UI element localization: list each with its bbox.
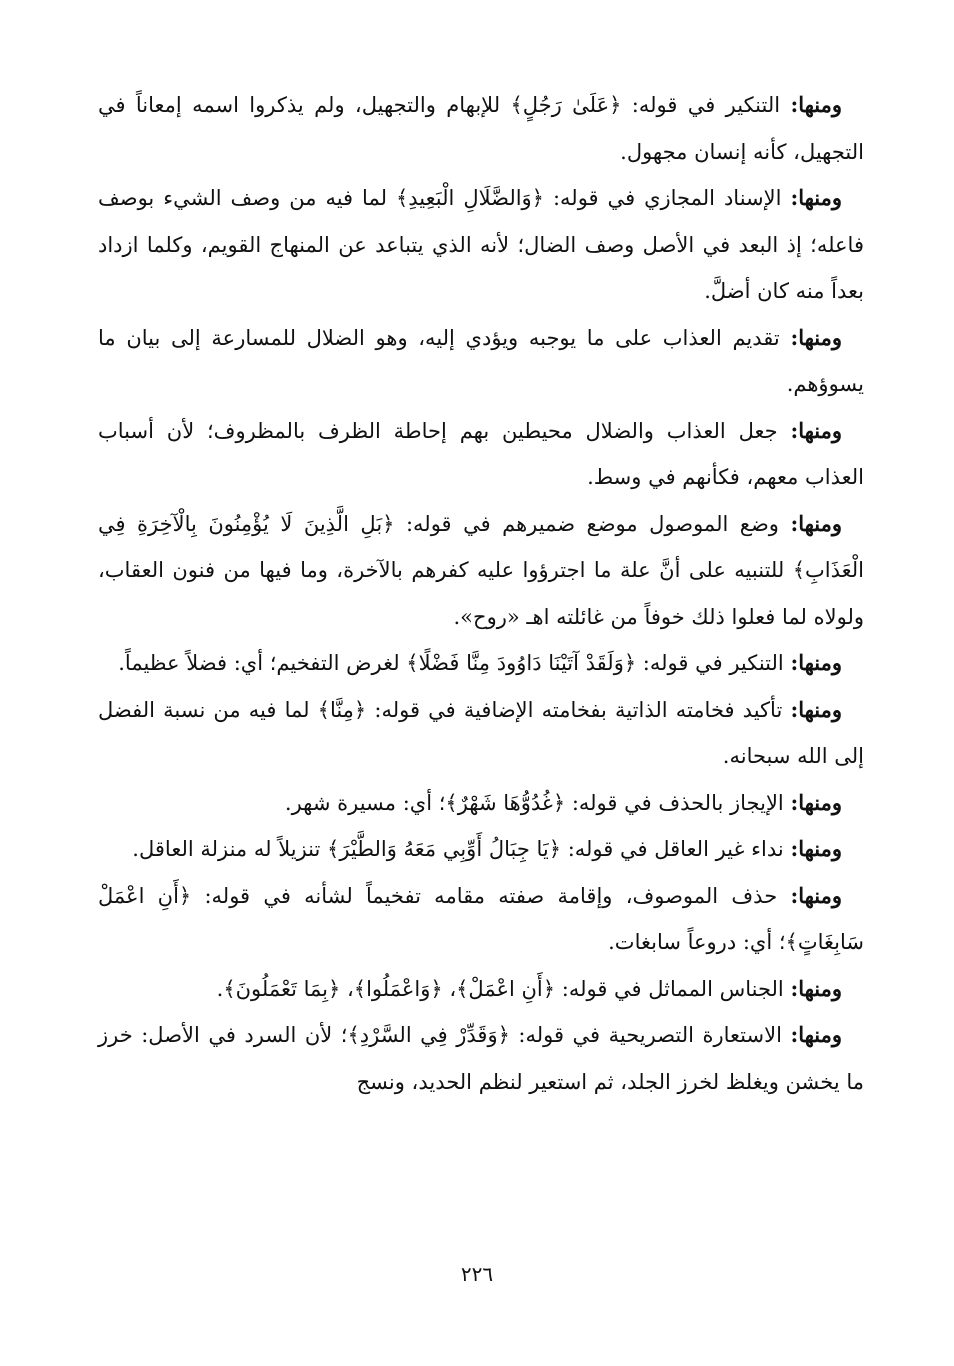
paragraph-lead: ومنها: (790, 324, 842, 350)
paragraph-text: الاستعارة التصريحية في قوله: ﴿وَقَدِّرْ فِي السَّرْدِ﴾؛ لأن السرد في الأصل: خرز ما يخشن ويغلظ لخرز الجلد، ثم استعير لنظم الحديد، ونسج (98, 1023, 864, 1094)
page-body (98, 82, 864, 1105)
paragraph-10 (98, 873, 864, 966)
paragraph-4 (98, 408, 864, 501)
paragraph-lead: ومنها: (790, 92, 842, 117)
paragraph-11 (98, 966, 864, 1013)
paragraph-text: تقديم العذاب على ما يوجبه ويؤدي إليه، وهو الضلال للمسارعة إلى بيان ما يسوؤهم. (98, 325, 864, 396)
paragraph-lead: ومنها: (790, 696, 842, 722)
paragraph-text: التنكير في قوله: ﴿وَلَقَدْ آتَيْنَا دَاوُودَ مِنَّا فَضْلًا﴾ لغرض التفخيم؛ أي: فضلاً عظيماً. (118, 651, 791, 675)
paragraph-text: التنكير في قوله: ﴿عَلَىٰ رَجُلٍ﴾ للإبهام والتجهيل، ولم يذكروا اسمه إمعاناً في التجهيل، كأنه إنسان مجهول. (98, 93, 864, 164)
paragraph-text: نداء غير العاقل في قوله: ﴿يَا جِبَالُ أَوِّبِي مَعَهُ وَالطَّيْرَ﴾ تنزيلاً له منزلة العاقل. (132, 837, 791, 861)
paragraph-1 (98, 82, 864, 175)
paragraph-lead: ومنها: (790, 650, 842, 675)
paragraph-lead: ومنها: (790, 1022, 842, 1047)
paragraph-3 (98, 315, 864, 408)
paragraph-text: جعل العذاب والضلال محيطين بهم إحاطة الظرف بالمظروف؛ لأن أسباب العذاب معهم، فكأنهم في وسط. (98, 418, 864, 489)
paragraph-6 (98, 640, 864, 687)
paragraph-5 (98, 501, 864, 641)
paragraph-text: تأكيد فخامته الذاتية بفخامته الإضافية في قوله: ﴿مِنَّا﴾ لما فيه من نسبة الفضل إلى الله سبحانه. (98, 697, 864, 768)
paragraph-lead: ومنها: (790, 510, 842, 536)
paragraph-8 (98, 780, 864, 827)
paragraph-text: الإيجاز بالحذف في قوله: ﴿غُدُوُّهَا شَهْرٌ﴾؛ أي: مسيرة شهر. (284, 790, 791, 815)
paragraph-9 (98, 826, 864, 873)
page-number: ٢٢٦ (460, 1262, 494, 1286)
paragraph-lead: ومنها: (790, 185, 842, 210)
paragraph-text: وضع الموصول موضع ضميرهم في قوله: ﴿بَلِ الَّذِينَ لَا يُؤْمِنُونَ بِالْآخِرَةِ فِي الْعَذَابِ﴾ للتنبيه على أنَّ علة ما اجترؤوا عليه كفرهم بالآخرة، وما فيها من فنون العقاب، ولولاه لما فعلوا ذلك خوفاً من غائلته اهـ «روح». (98, 511, 864, 629)
paragraph-7 (98, 687, 864, 780)
paragraph-text: الجناس المماثل في قوله: ﴿أَنِ اعْمَلْ﴾، ﴿وَاعْمَلُوا﴾، ﴿بِمَا تَعْمَلُونَ﴾. (216, 976, 791, 1001)
paragraph-lead: ومنها: (790, 975, 842, 1001)
paragraph-text: الإسناد المجازي في قوله: ﴿وَالضَّلَالِ الْبَعِيدِ﴾ لما فيه من وصف الشيء بوصف فاعله؛ إذ البعد في الأصل وصف الضال؛ لأنه الذي يتباعد عن المنهاج القويم، وكلما ازداد بعداً منه كان أضلَّ. (98, 186, 864, 303)
paragraph-lead: ومنها: (790, 836, 842, 861)
paragraph-lead: ومنها: (790, 789, 842, 815)
paragraph-12 (98, 1012, 864, 1105)
paragraph-text: حذف الموصوف، وإقامة صفته مقامه تفخيماً لشأنه في قوله: ﴿أَنِ اعْمَلْ سَابِغَاتٍ﴾؛ أي: دروعاً سابغات. (98, 883, 864, 954)
paragraph-2 (98, 175, 864, 315)
paragraph-lead: ومنها: (790, 417, 842, 443)
paragraph-lead: ومنها: (790, 882, 842, 908)
